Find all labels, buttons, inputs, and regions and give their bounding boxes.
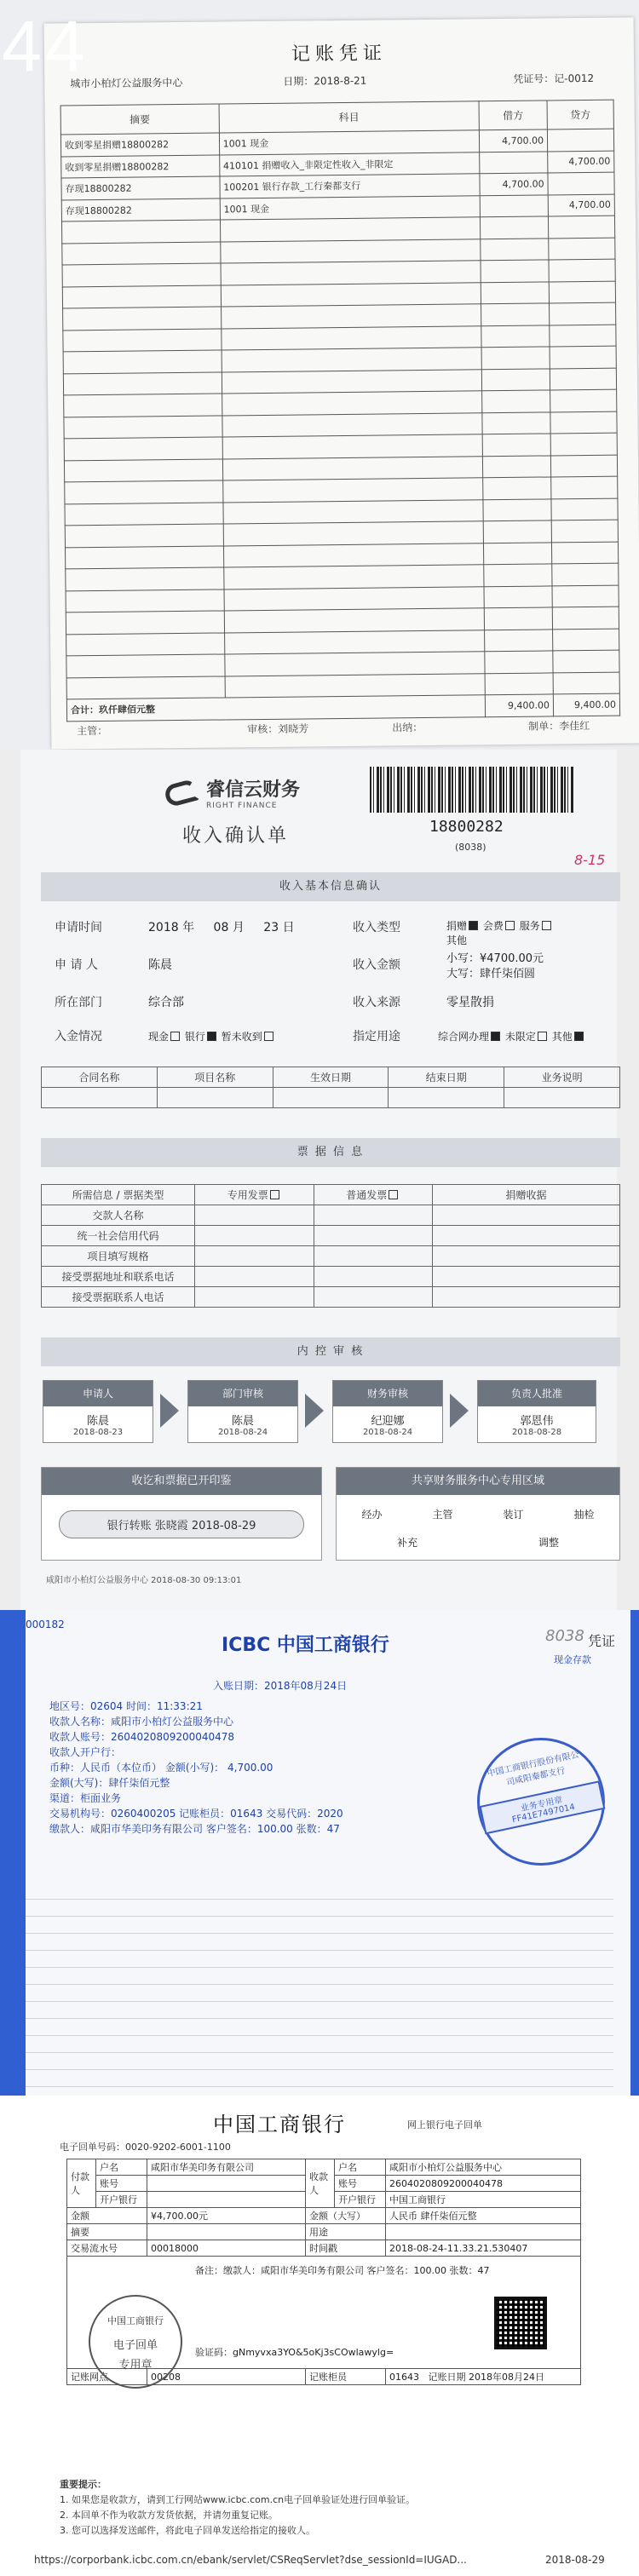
deposit-code: 000182 (26, 1619, 65, 1630)
year-unit: 年 (182, 921, 195, 934)
deposit-row: 收款人开户行： (49, 1746, 122, 1758)
flow-name: 郭恩伟 (520, 1415, 554, 1428)
ticket-header (42, 1185, 620, 1205)
deposit-section (0, 1610, 639, 2096)
entry-pending: 暂未收到 (221, 1031, 262, 1043)
table-row (42, 1287, 620, 1308)
notes-title: 重要提示： (60, 2479, 106, 2490)
voucher-title: 记账凭证 (291, 43, 388, 66)
printed-value: 00208 (147, 2369, 306, 2385)
payee-label: 收款人 (306, 2159, 335, 2208)
blank-rows (61, 216, 619, 699)
summary-value (147, 2224, 306, 2240)
row-credit (548, 172, 614, 194)
purpose-3: 其他 (551, 1031, 573, 1043)
ticket-special-label: 专用发票 (227, 1189, 268, 1201)
seal-box-title: 收讫和票据已开印鉴 (42, 1468, 321, 1495)
receipt-paper (20, 750, 617, 1610)
seal-stamp: 银行转账 张晓霞 2018-08-29 (59, 1510, 304, 1538)
footer-audit: 审核：刘晓芳 (247, 722, 309, 736)
flow-name: 纪迎娜 (371, 1415, 405, 1428)
flow-step-dept (187, 1380, 298, 1443)
shared-field: 调整 (538, 1537, 559, 1549)
row-debit (480, 194, 548, 216)
type-label: 收入类型 (353, 921, 400, 934)
bank-stamp-code: 业务专用章 FF41E7497014 (479, 1780, 605, 1834)
checkbox-service[interactable] (542, 921, 551, 930)
ticket-corner: 所需信息 / 票据类型 (42, 1185, 195, 1205)
purpose-2: 未限定 (504, 1031, 536, 1043)
txn-value: 00018000 (147, 2240, 306, 2257)
verify-text: 验证码：gNmyvxa3YO&5oKj3sCOwlawylg= (195, 2347, 394, 2358)
flow-name: 陈晨 (231, 1415, 254, 1428)
receipt-section (0, 750, 639, 1610)
checkbox-pending[interactable] (264, 1032, 273, 1041)
band-internal-review: 内 控 审 核 (41, 1337, 620, 1366)
deposit-row: 渠道：柜面业务 (49, 1792, 122, 1804)
flow-head: 负责人批准 (478, 1381, 596, 1406)
col-credit: 贷方 (547, 100, 613, 129)
brand-name: 睿信云财务 (206, 779, 301, 801)
teller-label: 记账柜员 (306, 2369, 386, 2385)
row-account: 1001 现金 (220, 195, 481, 220)
ticket-row: 接受票据联系人电话 (42, 1287, 195, 1308)
arrow-icon (160, 1394, 179, 1428)
deposit-row: 缴款人：咸阳市华美印务有限公司 客户签名：100.00 张数：47 (49, 1823, 340, 1835)
summary-label: 摘要 (67, 2224, 147, 2240)
ereceipt-subtitle: 网上银行电子回单 (407, 2119, 482, 2130)
shared-area-title: 共享财务服务中心专用区域 (337, 1468, 619, 1495)
purpose-label: 指定用途 (353, 1030, 400, 1044)
entry-label: 入金情况 (55, 1030, 102, 1044)
ticket-normal-label: 普通发票 (346, 1189, 388, 1201)
row-account: 100201 银行存款_工行秦都支行 (220, 174, 481, 198)
ticket-col-donation: 捐赠收据 (433, 1185, 620, 1205)
amount-big-label: 金额（大写） (306, 2208, 386, 2224)
flow-step-applicant (43, 1380, 153, 1443)
table-row (67, 2224, 581, 2240)
apply-year: 2018 (148, 921, 179, 934)
deposit-row: 收款人账号：2604020809200040478 (49, 1731, 235, 1743)
apply-day: 23 (263, 921, 279, 934)
bank-stamp (465, 1726, 617, 1877)
amount-big-value: 人民币 肆仟柒佰元整 (386, 2208, 581, 2224)
voucher-org: 城市小柏灯公益服务中心 (70, 76, 183, 90)
checkbox-purpose-3[interactable] (574, 1032, 584, 1041)
deposit-row: 交易机构号：0260400205 记账柜员：01643 交易代码：2020 (49, 1808, 343, 1820)
time-value: 2018-08-24-11.33.21.530407 (386, 2240, 581, 2257)
contract-col-1: 合同名称 (42, 1067, 158, 1088)
contract-col-2: 项目名称 (157, 1067, 273, 1088)
shared-area (336, 1467, 620, 1561)
ticket-row: 项目填写规格 (42, 1246, 195, 1267)
cell: 户名 (335, 2159, 386, 2176)
flow-date: 2018-08-28 (511, 1428, 562, 1437)
total-label: 合计：玖仟肆佰元整 (66, 695, 485, 722)
note-line: 3. 您可以选择发送邮件，将此电子回单发送给指定的接收人。 (60, 2525, 315, 2536)
cell: 开户银行 (96, 2192, 147, 2208)
flow-head: 部门审核 (188, 1381, 297, 1406)
table-row (67, 2208, 581, 2224)
footer-maker: 制单：李佳红 (528, 719, 590, 733)
date-value: 2018年08月24日 (469, 2372, 544, 2383)
brand-mark-icon (163, 778, 199, 808)
brand-logo (165, 775, 300, 810)
voucher-total-row (66, 693, 619, 721)
memo-text: 备注：缴款人：咸阳市华美印务有限公司 客户签名：100.00 张数：47 (195, 2265, 490, 2276)
flow-step-finance (332, 1380, 443, 1443)
cell: 开户银行 (335, 2192, 386, 2208)
deposit-subtitle: 现金存款 (554, 1654, 591, 1665)
barcode-number: 18800282 (429, 818, 504, 836)
checkbox-bank[interactable] (207, 1032, 216, 1041)
table-row (42, 1226, 620, 1246)
cell: 户名 (96, 2159, 147, 2176)
ticket-table (41, 1184, 620, 1308)
checkbox-cash[interactable] (170, 1032, 180, 1041)
source-label: 收入来源 (353, 996, 400, 1009)
row-account: 410101 捐赠收入_非限定性收入_非限定 (219, 152, 480, 176)
print-line: 咸阳市小柏灯公益服务中心 2018-08-30 09:13:01 (46, 1576, 242, 1585)
col-account: 科目 (219, 101, 480, 133)
row-summary: 收到零星捐赠18800282 (61, 154, 220, 177)
shared-field: 装订 (503, 1509, 524, 1521)
deposit-row: 金额(大写)：肆仟柒佰元整 (49, 1777, 170, 1789)
contract-table (41, 1067, 620, 1108)
payee-bank: 中国工商银行 (386, 2192, 581, 2208)
product-label: 用途 (306, 2224, 386, 2240)
total-credit: 9,400.00 (553, 693, 619, 716)
ereceipt-section (0, 2096, 639, 2576)
day-unit: 日 (282, 921, 295, 934)
voucher-table (60, 100, 621, 722)
type-service: 服务 (519, 920, 540, 932)
cell: 账号 (335, 2176, 386, 2192)
contract-col-5: 业务说明 (504, 1067, 620, 1088)
entry-options (148, 1029, 275, 1044)
contract-header (42, 1067, 620, 1088)
checkbox-purpose-2[interactable] (538, 1032, 547, 1041)
voucher-number: 凭证号：记-0012 (513, 72, 595, 85)
footer-cashier: 出纳： (392, 722, 423, 734)
apply-date (148, 918, 295, 935)
col-summary: 摘要 (60, 104, 219, 135)
shared-row-1 (337, 1507, 619, 1521)
shared-field: 补充 (396, 1537, 417, 1549)
total-debit: 9,400.00 (485, 694, 553, 716)
ticket-row: 统一社会信用代码 (42, 1226, 195, 1246)
band-ticket-info: 票 据 信 息 (41, 1138, 620, 1167)
type-other: 其他 (446, 934, 468, 946)
checkbox-donation[interactable] (469, 921, 478, 930)
row-account: 1001 现金 (219, 130, 480, 155)
table-row (67, 2159, 581, 2176)
entry-cash: 现金 (148, 1031, 170, 1043)
voucher-section (0, 0, 639, 750)
receipt-title: 收入确认单 (182, 825, 290, 847)
receipt-url-date: 2018-08-29 (545, 2554, 605, 2566)
apply-time-label: 申请时间 (55, 921, 102, 934)
dept-label: 所在部门 (55, 996, 102, 1009)
amount-big: 大写：肆仟柒佰圆 (446, 968, 536, 980)
receipt-seal (89, 2295, 182, 2389)
flow-head: 申请人 (43, 1381, 153, 1406)
deposit-title: 凭证 (588, 1633, 616, 1649)
page-tag: 44 (2, 6, 89, 86)
ticket-type-label: 票据类型 (123, 1189, 164, 1201)
ticket-row-label: 所需信息 (72, 1189, 113, 1201)
receipt-url[interactable]: https://corporbank.icbc.com.cn/ebank/servlet/CSReqServlet?dse_sessionId=IUGAD... (34, 2554, 467, 2566)
handwritten-note: 8-15 (574, 852, 606, 868)
brand-name-en: RIGHT FINANCE (206, 802, 278, 810)
ereceipt-number: 电子回单号码：0020-9202-6001-1100 (60, 2142, 231, 2153)
flow-name: 陈晨 (86, 1415, 109, 1428)
ticket-row: 交款人名称 (42, 1205, 195, 1226)
barcode-sub: (8038) (455, 842, 486, 853)
contract-col-4: 结束日期 (389, 1067, 504, 1088)
ticket-col-normal (314, 1185, 433, 1205)
flow-date: 2018-08-23 (72, 1428, 124, 1437)
ereceipt-title: 中国工商银行 (213, 2113, 346, 2136)
deposit-handwriting: 8038 (545, 1627, 584, 1645)
row-credit: 4,700.00 (548, 194, 614, 216)
row-debit (480, 151, 548, 173)
band-basic-info: 收入基本信息确认 (41, 872, 620, 901)
arrow-icon (450, 1394, 469, 1428)
deposit-row: 收款人名称：咸阳市小柏灯公益服务中心 (49, 1716, 234, 1728)
purpose-1: 综合网办理 (438, 1031, 490, 1043)
dept-value: 综合部 (148, 996, 184, 1009)
applicant-value: 陈晨 (148, 958, 172, 972)
time-label: 时间戳 (306, 2240, 386, 2257)
product-value (386, 2224, 581, 2240)
purpose-options (438, 1029, 585, 1044)
deposit-row: 币种：人民币（本位币） 金额(小写)： 4,700.00 (49, 1762, 273, 1774)
row-credit: 4,700.00 (548, 151, 614, 173)
type-options (446, 918, 553, 947)
note-line: 2. 本回单不作为收款方发货依据，并请勿重复记账。 (60, 2510, 278, 2521)
seal-line: 电子回单 (112, 2339, 158, 2352)
barcode-icon (370, 767, 574, 813)
applicant-label: 申 请 人 (55, 958, 98, 972)
note-line: 1. 如果您是收款方，请到工行网站www.icbc.com.cn电子回单验证处进行回单验证。 (60, 2494, 416, 2505)
voucher-date: 日期：2018-8-21 (283, 74, 367, 88)
seal-line: 专用章 (118, 2359, 153, 2372)
entry-bank: 银行 (184, 1031, 205, 1043)
amount-label: 收入金额 (353, 958, 400, 972)
deposit-entry-date: 入账日期：2018年08月24日 (213, 1680, 348, 1692)
col-debit: 借方 (479, 101, 547, 130)
payee-account: 2604020809200040478 (386, 2176, 581, 2192)
icbc-logo: ICBC 中国工商银行 (222, 1635, 389, 1656)
month-unit: 月 (232, 921, 245, 934)
ticket-col-special (195, 1185, 314, 1205)
ticket-row: 接受票据地址和联系电话 (42, 1267, 195, 1287)
row-summary: 存现18800282 (61, 176, 220, 199)
shared-field: 经办 (361, 1509, 383, 1521)
row-debit: 4,700.00 (480, 173, 548, 195)
payee-name: 咸阳市小柏灯公益服务中心 (386, 2159, 581, 2176)
shared-row-2 (337, 1535, 619, 1550)
table-row (42, 1088, 620, 1108)
checkbox-fee[interactable] (505, 921, 515, 930)
printed-label: 记账网点 (67, 2369, 147, 2385)
footer-supervisor: 主管： (77, 724, 108, 738)
row-summary: 收到零星捐赠18800282 (60, 133, 219, 156)
payer-account (147, 2176, 306, 2192)
deposit-row: 地区号：02604 时间：11:33:21 (49, 1700, 203, 1712)
amount-small: 小写：¥4700.00元 (446, 952, 544, 965)
checkbox-normal[interactable] (389, 1190, 398, 1199)
payer-label: 付款人 (67, 2159, 96, 2208)
type-donation: 捐赠 (446, 920, 468, 932)
checkbox-purpose-1[interactable] (491, 1032, 500, 1041)
seal-box (41, 1467, 322, 1561)
ruled-lines (26, 1891, 613, 2087)
txn-label: 交易流水号 (67, 2240, 147, 2257)
flow-date: 2018-08-24 (217, 1428, 268, 1437)
teller-date-cell (386, 2369, 581, 2385)
bank-stamp-text: 中国工商银行股份有限公司咸阳秦都支行 (486, 1750, 580, 1788)
row-summary: 存现18800282 (61, 198, 220, 221)
apply-month: 08 (213, 921, 229, 934)
row-debit: 4,700.00 (479, 129, 547, 152)
teller-value: 01643 (389, 2372, 419, 2383)
flow-step-approver (477, 1380, 596, 1443)
payer-name: 咸阳市华美印务有限公司 (147, 2159, 306, 2176)
checkbox-special[interactable] (270, 1190, 279, 1199)
arrow-icon (305, 1394, 324, 1428)
flow-date: 2018-08-24 (362, 1428, 413, 1437)
table-row (42, 1205, 620, 1226)
seal-line: 中国工商银行 (107, 2315, 164, 2326)
payer-bank (147, 2192, 306, 2208)
table-row (42, 1267, 620, 1287)
row-credit (547, 129, 613, 151)
contract-col-3: 生效日期 (273, 1067, 389, 1088)
flow-head: 财务审核 (333, 1381, 442, 1406)
cell: 账号 (96, 2176, 147, 2192)
date-label: 记账日期 (428, 2372, 466, 2383)
amount-label: 金额 (67, 2208, 147, 2224)
shared-field: 主管 (432, 1509, 453, 1521)
source-value: 零星散捐 (446, 996, 494, 1009)
qr-code-icon (494, 2297, 547, 2349)
type-fee: 会费 (482, 920, 504, 932)
voucher-paper (44, 17, 639, 749)
table-row (42, 1246, 620, 1267)
table-row (67, 2240, 581, 2257)
shared-field: 抽检 (573, 1509, 595, 1521)
amount-value: ¥4,700.00元 (147, 2208, 306, 2224)
